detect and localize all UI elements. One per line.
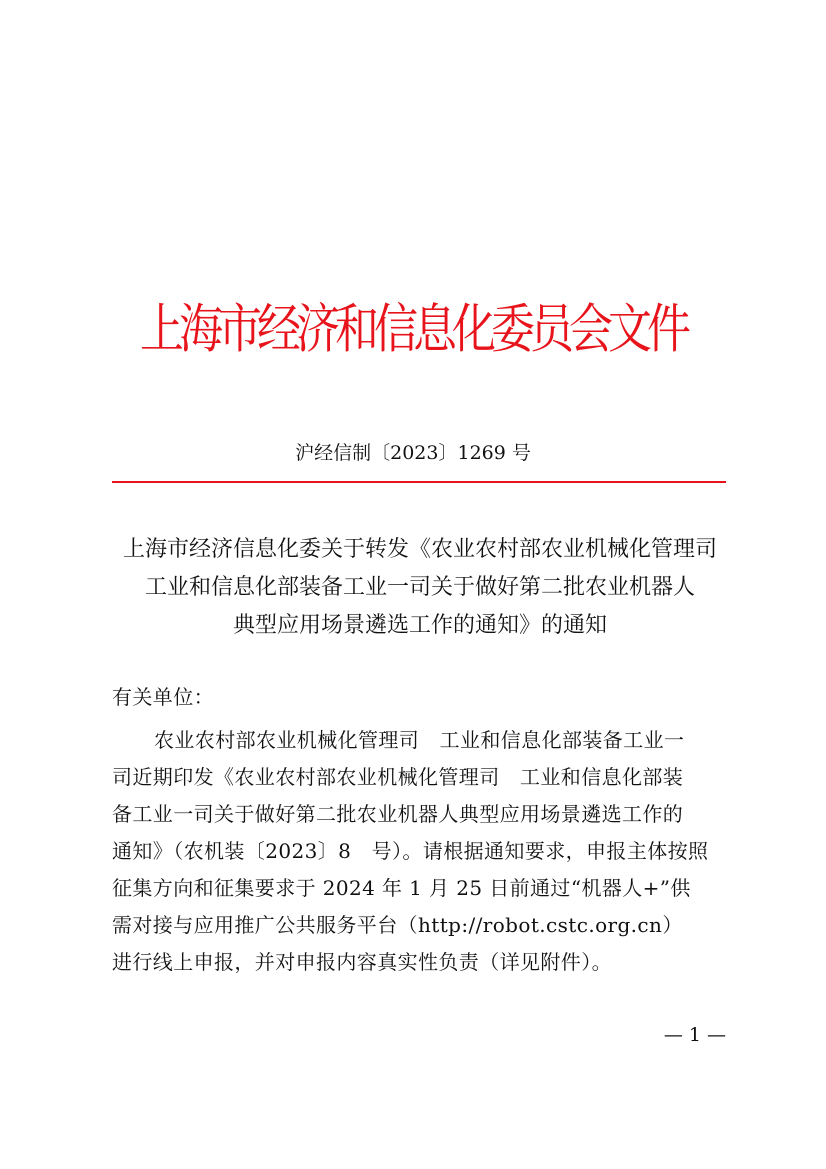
body-line: 农业农村部农业机械化管理司 工业和信息化部装备工业一 [154, 728, 685, 752]
title-line-3: 典型应用场景遴选工作的通知》的通知 [232, 613, 607, 638]
body-line: 进行线上申报，并对申报内容真实性负责（详见附件）。 [112, 950, 612, 974]
body-line: 征集方向和征集要求于 2024 年 1 月 25 日前通过“机器人+”供 [112, 876, 691, 900]
body-line: 通知》（农机装〔2023〕8 号）。请根据通知要求，申报主体按照 [112, 839, 709, 863]
document-number: 沪经信制〔2023〕1269 号 [295, 442, 531, 464]
page-number: — 1 — [663, 1024, 726, 1046]
body-line: 备工业一司关于做好第二批农业机器人典型应用场景遴选工作的 [112, 802, 684, 826]
red-divider [112, 481, 726, 483]
body-line: 需对接与应用推广公共服务平台（http://robot.cstc.org.cn） [112, 913, 683, 937]
issuer-header: 上海市经济和信息化委员会文件 [140, 298, 686, 360]
salutation: 有关单位： [112, 685, 214, 709]
body-line: 司近期印发《农业农村部农业机械化管理司 工业和信息化部装 [112, 765, 684, 789]
title-line-2: 工业和信息化部装备工业一司关于做好第二批农业机器人 [144, 575, 695, 600]
title-line-1: 上海市经济信息化委关于转发《农业农村部农业机械化管理司 [122, 537, 717, 562]
